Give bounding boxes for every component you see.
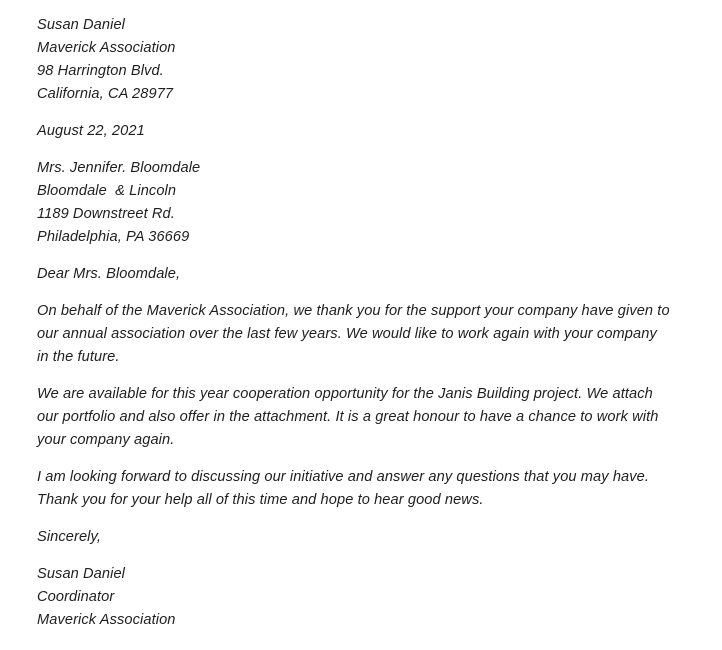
recipient-company: Bloomdale & Lincoln — [37, 183, 177, 199]
recipient-city-state-zip: Philadelphia, PA 36669 — [37, 229, 190, 245]
spacer — [37, 143, 713, 157]
spacer — [37, 286, 713, 300]
paragraph-line: your company again. — [37, 432, 175, 448]
letter — [37, 14, 713, 632]
sender-city-state-zip: California, CA 28977 — [37, 86, 174, 102]
body-paragraph-1 — [37, 300, 713, 369]
paragraph-line: I am looking forward to discussing our initiative and answer any questions that you may have. — [37, 469, 650, 485]
salutation: Dear Mrs. Bloomdale, — [37, 266, 181, 282]
recipient-street: 1189 Downstreet Rd. — [37, 206, 175, 222]
recipient-address — [37, 157, 713, 249]
signature-block — [37, 563, 713, 632]
spacer — [37, 512, 713, 526]
spacer — [37, 452, 713, 466]
closing-block — [37, 526, 713, 549]
spacer — [37, 249, 713, 263]
sender-name: Susan Daniel — [37, 17, 126, 33]
signature-organization: Maverick Association — [37, 612, 176, 628]
spacer — [37, 549, 713, 563]
sender-organization: Maverick Association — [37, 40, 176, 56]
paragraph-line: our annual association over the last few years. We would like to work again with your company — [37, 326, 657, 342]
signature-name: Susan Daniel — [37, 566, 126, 582]
letter-date: August 22, 2021 — [37, 123, 145, 139]
paragraph-line: our portfolio and also offer in the attachment. It is a great honour to have a chance to work with — [37, 409, 659, 425]
sender-street: 98 Harrington Blvd. — [37, 63, 164, 79]
sender-address — [37, 14, 713, 106]
recipient-name: Mrs. Jennifer. Bloomdale — [37, 160, 201, 176]
salutation-block — [37, 263, 713, 286]
paragraph-line: Thank you for your help all of this time and hope to hear good news. — [37, 492, 484, 508]
body-paragraph-3 — [37, 466, 713, 512]
spacer — [37, 369, 713, 383]
body-paragraph-2 — [37, 383, 713, 452]
closing: Sincerely, — [37, 529, 101, 545]
paragraph-line: We are available for this year cooperation opportunity for the Janis Building project. We attach — [37, 386, 653, 402]
paragraph-line: On behalf of the Maverick Association, we thank you for the support your company have given to — [37, 303, 670, 319]
letter-date-block — [37, 120, 713, 143]
paragraph-line: in the future. — [37, 349, 120, 365]
spacer — [37, 106, 713, 120]
signature-title: Coordinator — [37, 589, 115, 605]
